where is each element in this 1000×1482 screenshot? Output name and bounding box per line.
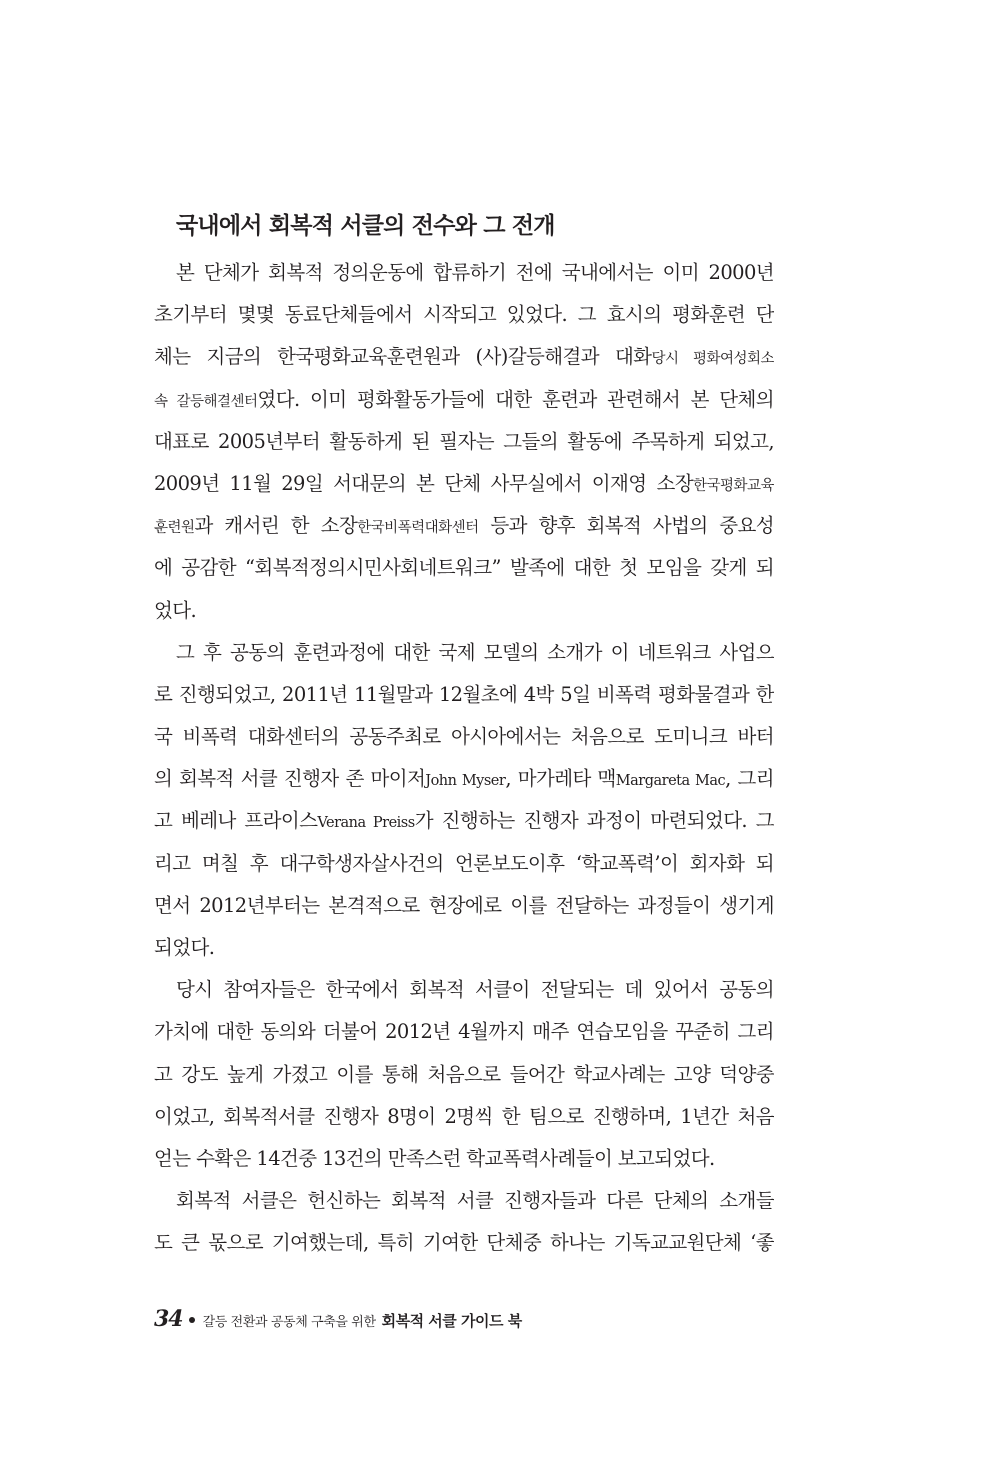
paragraph-3-line-5: 얻는 수확은 14건중 13건의 만족스런 학교폭력사례들이 보고되었다. xyxy=(154,1146,715,1170)
text-run: , 마가레타 맥 xyxy=(505,767,616,791)
paragraph-1-line-4 xyxy=(154,379,774,421)
annotation-text: Verana Preiss xyxy=(317,815,415,832)
paragraph-3-line-3: 고 강도 높게 가졌고 이를 통해 처음으로 들어간 학교사례는 고양 덕양중 xyxy=(154,1062,774,1086)
paragraph-2-line-7: 면서 2012년부터는 본격적으로 현장에로 이를 전달하는 과정들이 생기게 xyxy=(154,893,774,917)
paragraph-1-line-6 xyxy=(154,463,774,505)
text-run: 2009년 11월 29일 서대문의 본 단체 사무실에서 이재영 소장 xyxy=(154,471,693,495)
paragraph-1-line-5: 대표로 2005년부터 활동하게 된 필자는 그들의 활동에 주목하게 되었고, xyxy=(154,429,774,453)
section-heading: 국내에서 회복적 서클의 전수와 그 전개 xyxy=(176,213,555,239)
paragraph-3-line-2: 가치에 대한 동의와 더불어 2012년 4월까지 매주 연습모임을 꾸준히 그리 xyxy=(154,1020,774,1044)
paragraph-1-line-7 xyxy=(154,505,774,547)
bullet-dot-icon xyxy=(189,1317,195,1323)
paragraph-2-line-1: 그 후 공동의 훈련과정에 대한 국제 모델의 소개가 이 네트워크 사업으 xyxy=(176,640,774,664)
annotation-text: 당시 평화여성회소 xyxy=(651,351,774,368)
annotation-text: 훈련원 xyxy=(154,520,195,537)
paragraph-2-line-2: 로 진행되었고, 2011년 11월말과 12월초에 4박 5일 비폭력 평화물결과 한 xyxy=(154,682,774,706)
text-run: 과 캐서린 한 소장 xyxy=(194,514,358,538)
text-run: 고 베레나 프라이스 xyxy=(154,809,318,833)
paragraph-2-line-8: 되었다. xyxy=(154,936,215,959)
page-number: 34 xyxy=(154,1306,183,1332)
paragraph-1-line-3 xyxy=(154,336,774,378)
text-run: 의 회복적 서클 진행자 존 마이저 xyxy=(154,767,426,791)
annotation-text: 한국평화교육 xyxy=(692,477,774,494)
text-run: 가 진행하는 진행자 과정이 마련되었다. 그 xyxy=(414,809,774,833)
text-run: 체는 지금의 한국평화교육훈련원과 (사)갈등해결과 대화 xyxy=(154,345,652,369)
annotation-text: John Myser xyxy=(425,773,506,790)
paragraph-1-line-9: 었다. xyxy=(154,598,197,622)
annotation-text: Margareta Mac xyxy=(615,773,726,790)
annotation-text: 한국비폭력대화센터 xyxy=(357,520,479,537)
paragraph-2-line-4 xyxy=(154,758,774,800)
paragraph-2-line-6: 리고 며칠 후 대구학생자살사건의 언론보도이후 ‘학교폭력’이 회자화 되 xyxy=(154,851,774,875)
body-text xyxy=(154,252,774,1265)
paragraph-2-line-5 xyxy=(154,800,774,842)
text-run: 등과 향후 회복적 사법의 중요성 xyxy=(478,514,774,538)
text-run: , 그리 xyxy=(725,767,774,791)
annotation-text: 속 갈등해결센터 xyxy=(154,393,258,410)
page-footer xyxy=(154,1302,522,1336)
paragraph-1-line-2: 초기부터 몇몇 동료단체들에서 시작되고 있었다. 그 효시의 평화훈련 단 xyxy=(154,303,774,327)
footer-subtitle: 갈등 전환과 공동체 구축을 위한 xyxy=(202,1315,376,1330)
paragraph-1-line-8: 에 공감한 “회복적정의시민사회네트워크” 발족에 대한 첫 모임을 갖게 되 xyxy=(154,556,774,580)
paragraph-3-line-1: 당시 참여자들은 한국에서 회복적 서클이 전달되는 데 있어서 공동의 xyxy=(176,978,774,1002)
paragraph-4-line-2: 도 큰 몫으로 기여했는데, 특히 기여한 단체중 하나는 기독교교원단체 ‘좋 xyxy=(154,1231,774,1255)
footer-book-title: 회복적 서클 가이드 북 xyxy=(381,1312,522,1330)
paragraph-2-line-3: 국 비폭력 대화센터의 공동주최로 아시아에서는 처음으로 도미니크 바터 xyxy=(154,725,774,749)
paragraph-3-line-4: 이었고, 회복적서클 진행자 8명이 2명씩 한 팀으로 진행하며, 1년간 처음 xyxy=(154,1104,774,1128)
paragraph-4-line-1: 회복적 서클은 헌신하는 회복적 서클 진행자들과 다른 단체의 소개들 xyxy=(176,1189,774,1213)
text-run: 였다. 이미 평화활동가들에 대한 훈련과 관련해서 본 단체의 xyxy=(257,387,774,411)
paragraph-1-line-1: 본 단체가 회복적 정의운동에 합류하기 전에 국내에서는 이미 2000년 xyxy=(176,261,774,284)
